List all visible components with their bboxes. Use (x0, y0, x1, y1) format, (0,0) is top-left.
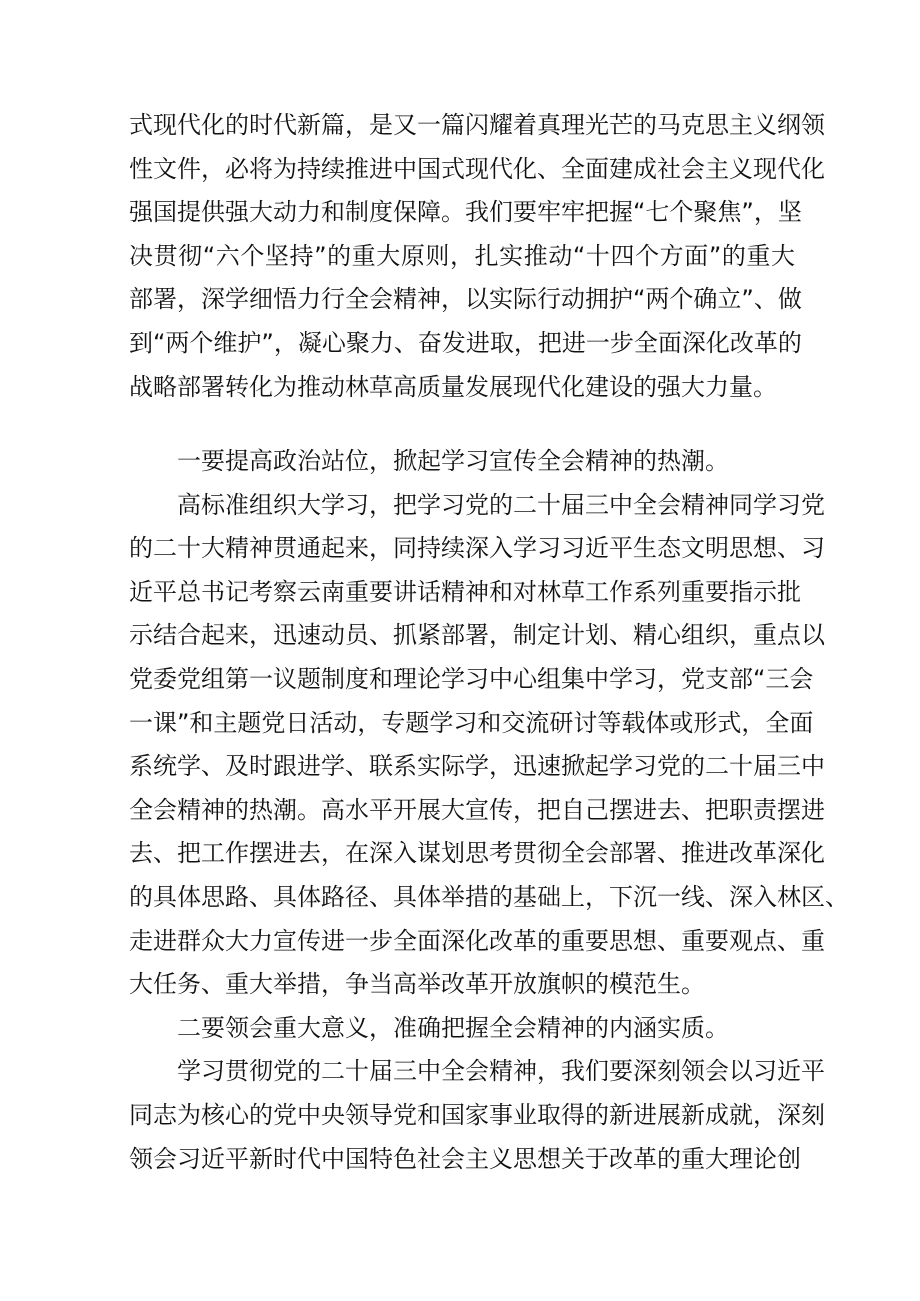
text-line: 决贯彻“六个坚持”的重大原则，扎实推动“十四个方面”的重大 (129, 241, 795, 270)
text-line: 部署，深学细悟力行全会精神，以实际行动拥护“两个确立”、做 (129, 285, 802, 314)
text-line: 战略部署转化为推动林草高质量发展现代化建设的强大力量。 (129, 372, 777, 401)
text-line: 党委党组第一议题制度和理论学习中心组集中学习，党支部“三会 (129, 664, 814, 693)
text-line: 近平总书记考察云南重要讲话精神和对林草工作系列重要指示批 (129, 577, 801, 606)
text-line: 一课”和主题党日活动，专题学习和交流研讨等载体或形式，全面 (129, 708, 814, 737)
section-heading-1: 一要提高政治站位，掀起学习宣传全会精神的热潮。 (177, 447, 729, 475)
section-heading-2: 二要领会重大意义，准确把握全会精神的内涵实质。 (177, 1013, 729, 1042)
text-line: 性文件，必将为持续推进中国式现代化、全面建成社会主义现代化 (129, 154, 825, 183)
text-line: 学习贯彻党的二十届三中全会精神，我们要深刻领会以习近平 (177, 1057, 825, 1086)
text-line: 大任务、重大举措，争当高举改革开放旗帜的模范生。 (129, 970, 705, 999)
text-line: 全会精神的热潮。高水平开展大宣传，把自己摆进去、把职责摆进 (129, 795, 825, 824)
text-line: 式现代化的时代新篇，是又一篇闪耀着真理光芒的马克思主义纲领 (129, 111, 825, 139)
text-line: 领会习近平新时代中国特色社会主义思想关于改革的重大理论创 (129, 1144, 801, 1173)
text-line: 去、把工作摆进去，在深入谋划思考贯彻全会部署、推进改革深化 (129, 839, 825, 868)
section-one (129, 440, 849, 1181)
text-line: 示结合起来，迅速动员、抓紧部署，制定计划、精心组织，重点以 (129, 621, 825, 650)
text-line: 高标准组织大学习，把学习党的二十届三中全会精神同学习党 (177, 490, 825, 519)
text-line: 系统学、及时跟进学、联系实际学，迅速掀起学习党的二十届三中 (129, 752, 825, 781)
text-line: 走进群众大力宣传进一步全面深化改革的重要思想、重要观点、重 (129, 926, 825, 955)
continued-paragraph (129, 104, 825, 409)
text-line: 的二十大精神贯通起来，同持续深入学习习近平生态文明思想、习 (129, 534, 825, 563)
text-line: 同志为核心的党中央领导党和国家事业取得的新进展新成就，深刻 (129, 1100, 825, 1129)
text-line: 强国提供强大动力和制度保障。我们要牢牢把握“七个聚焦”，坚 (129, 198, 802, 227)
text-line: 到“两个维护”，凝心聚力、奋发进取，把进一步全面深化改革的 (129, 328, 802, 357)
text-line: 的具体思路、具体路径、具体举措的基础上，下沉一线、深入林区、 (129, 882, 849, 911)
